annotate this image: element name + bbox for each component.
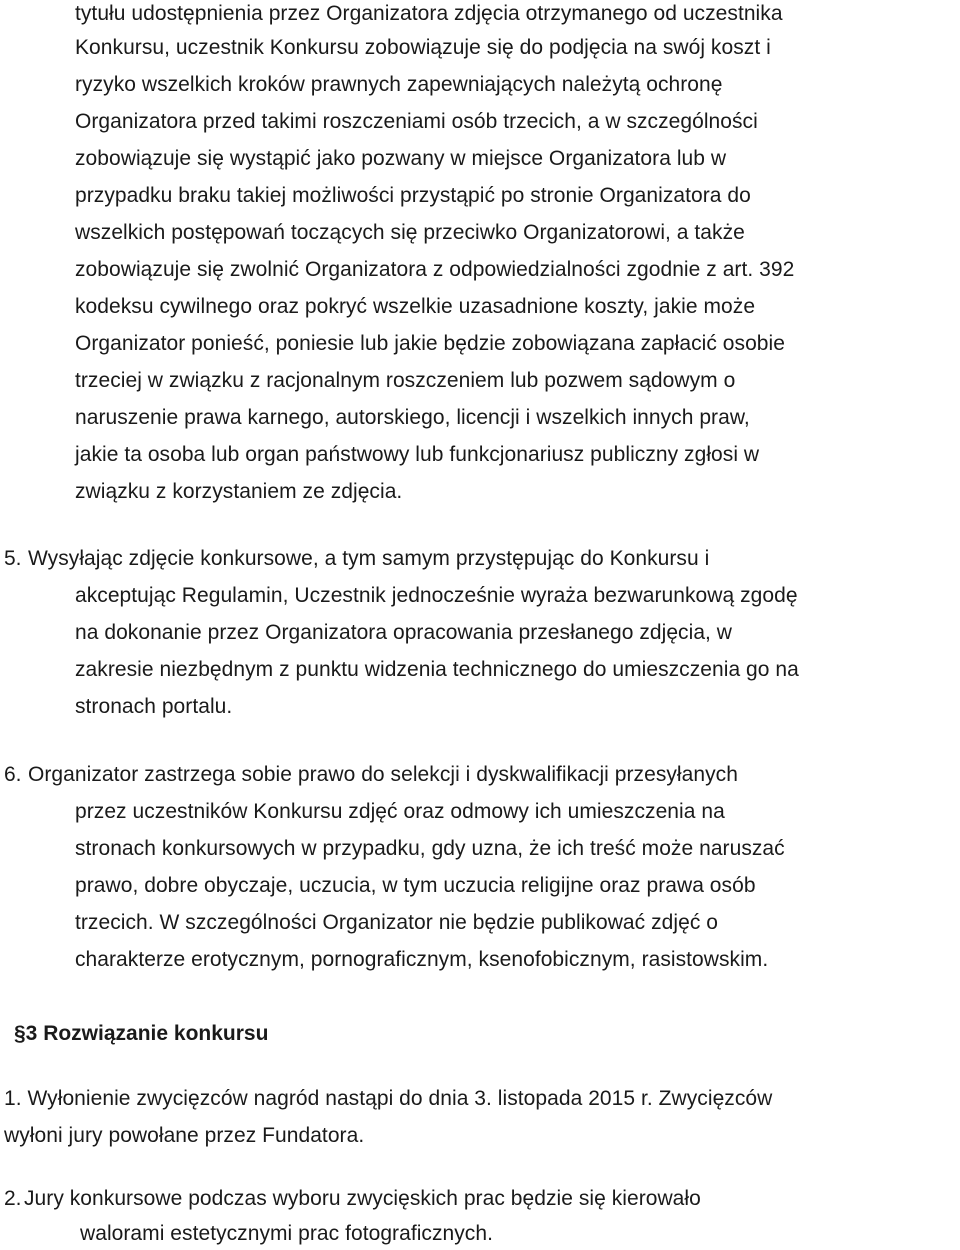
text-line: walorami estetycznymi prac fotograficznych. — [80, 1222, 493, 1245]
text-line: prawo, dobre obyczaje, uczucia, w tym uczucia religijne oraz prawa osób — [75, 874, 756, 897]
text-line: zakresie niezbędnym z punktu widzenia technicznego do umieszczenia go na — [75, 658, 799, 681]
text-line: zobowiązuje się zwolnić Organizatora z odpowiedzialności zgodnie z art. 392 — [75, 258, 795, 281]
text-line: przez uczestników Konkursu zdjęć oraz odmowy ich umieszczenia na — [75, 800, 725, 823]
text-line: tytułu udostępnienia przez Organizatora zdjęcia otrzymanego od uczestnika — [75, 2, 783, 25]
text-line: Wysyłając zdjęcie konkursowe, a tym samym przystępując do Konkursu i — [28, 547, 710, 570]
text-line: jakie ta osoba lub organ państwowy lub funkcjonariusz publiczny zgłosi w — [75, 443, 760, 466]
text-line: związku z korzystaniem ze zdjęcia. — [75, 480, 403, 503]
text-line: kodeksu cywilnego oraz pokryć wszelkie uzasadnione koszty, jakie może — [75, 295, 756, 318]
list-number: 6. — [4, 763, 22, 786]
text-line: Organizatora przed takimi roszczeniami osób trzecich, a w szczególności — [75, 110, 758, 133]
section-heading: §3 Rozwiązanie konkursu — [14, 1022, 269, 1045]
text-line: wyłoni jury powołane przez Fundatora. — [4, 1124, 365, 1147]
list-number: 5. — [4, 547, 22, 570]
text-line: stronach portalu. — [75, 695, 233, 718]
list-number: 2. — [4, 1187, 22, 1210]
text-line: przypadku braku takiej możliwości przystąpić po stronie Organizatora do — [75, 184, 751, 207]
text-line: ryzyko wszelkich kroków prawnych zapewniających należytą ochronę — [75, 73, 723, 96]
text-line: zobowiązuje się wystąpić jako pozwany w miejsce Organizatora lub w — [75, 147, 727, 170]
text-line: Konkursu, uczestnik Konkursu zobowiązuje się do podjęcia na swój koszt i — [75, 36, 771, 59]
text-line: stronach konkursowych w przypadku, gdy uzna, że ich treść może naruszać — [75, 837, 785, 860]
text-line: na dokonanie przez Organizatora opracowania przesłanego zdjęcia, w — [75, 621, 733, 644]
text-line: trzeciej w związku z racjonalnym roszczeniem lub pozwem sądowym o — [75, 369, 736, 392]
text-line: Organizator ponieść, poniesie lub jakie będzie zobowiązana zapłacić osobie — [75, 332, 785, 355]
text-line: akceptując Regulamin, Uczestnik jednocześnie wyraża bezwarunkową zgodę — [75, 584, 798, 607]
text-line: charakterze erotycznym, pornograficznym, ksenofobicznym, rasistowskim. — [75, 948, 769, 971]
text-line: wszelkich postępowań toczących się przeciwko Organizatorowi, a także — [75, 221, 745, 244]
text-line: 1. Wyłonienie zwycięzców nagród nastąpi do dnia 3. listopada 2015 r. Zwycięzców — [4, 1087, 773, 1110]
text-line: naruszenie prawa karnego, autorskiego, licencji i wszelkich innych praw, — [75, 406, 750, 429]
text-line: Jury konkursowe podczas wyboru zwycięskich prac będzie się kierowało — [24, 1187, 701, 1210]
text-line: Organizator zastrzega sobie prawo do selekcji i dyskwalifikacji przesyłanych — [28, 763, 738, 786]
text-line: trzecich. W szczególności Organizator nie będzie publikować zdjęć o — [75, 911, 718, 934]
